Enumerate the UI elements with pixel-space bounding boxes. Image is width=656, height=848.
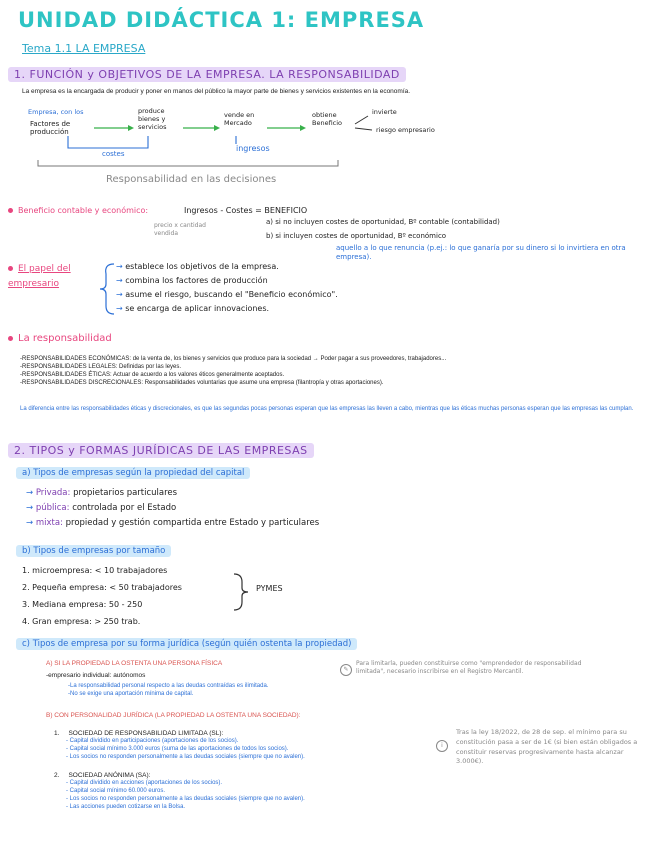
diagram-top-label: Empresa, con los [28,108,84,116]
persona-fisica-line: -No se exige una aportación mínima de capital. [68,691,194,698]
pymes-label: PYMES [256,584,283,593]
pencil-icon: ✎ [340,664,352,676]
sociedad-sl-title: SOCIEDAD DE RESPONSABILIDAD LIMITADA (SL): [68,730,224,737]
ley-note: Tras la ley 18/2022, de 28 de sep. el mínimo para su constitución pasa a ser de 1€ (si bien están obligados a constituir reservas progresivamente hasta alcanzar 3.000€). [456,728,638,766]
papel-item: → se encarga de aplicar innovaciones. [116,304,270,313]
sociedad-sl-line: - Capital dividido en participaciones (aportaciones de los socios). [66,738,239,744]
diagram-node-mercado: vende en Mercado [224,111,255,127]
beneficio-line-a: a) si no incluyen costes de oportunidad, Bº contable (contabilidad) [266,218,500,226]
beneficio-label: Beneficio contable y económico: [8,206,148,215]
responsabilidad-line: -RESPONSABILIDADES ÉTICAS: Actuar de acuerdo a los valores éticos generalmente aceptados. [20,372,285,379]
section1-intro: La empresa es la encargada de producir y poner en manos del público la mayor parte de bienes y servicios existentes en la economía. [22,88,411,95]
diagram-node-factores: Factores de producción [30,120,71,137]
tipo-tamano-item: 1. microempresa: < 10 trabajadores [22,566,168,575]
papel-item: → combina los factores de producción [116,276,268,285]
info-icon: i [436,740,448,752]
diagram-ingresos: ingresos [236,144,270,153]
responsabilidad-line: -RESPONSABILIDADES LEGALES: Definidas por las leyes. [20,364,182,371]
responsabilidad-line: -RESPONSABILIDADES DISCRECIONALES: Responsabilidades voluntarias que asume una empresa (filantropía y otras aportaciones). [20,380,384,387]
papel-list [116,260,338,316]
papel-label: El papel del empresario [8,264,71,290]
tipos-tamano-list [22,562,182,630]
sociedad-sl [54,730,414,761]
diagram-branch-invierte: invierte [372,108,397,116]
beneficio-block [8,204,653,264]
sociedad-sa [54,772,414,811]
sociedad-sa-line: - Los socios no responden personalmente a las deudas sociales (siempre que no avalen). [66,796,305,803]
papel-item: → asume el riesgo, buscando el "Beneficio económico". [116,290,338,299]
personalidad-juridica-title: B) CON PERSONALIDAD JURÍDICA (LA PROPIEDAD LA OSTENTA UNA SOCIEDAD): [46,712,301,719]
section2-heading [8,444,314,457]
diagram-node-beneficio: obtiene Beneficio [312,111,343,127]
persona-fisica-sub: -empresario individual: autónomos [46,672,146,679]
tipos-propiedad-list [26,486,319,531]
responsabilidad-note: La diferencia entre las responsabilidades éticas y discrecionales, es que las segundas pocas personas esperan que las empresas las lleven a cabo, mientras que las éticas muchas personas esperan que las empresas las cumplan. [20,406,634,412]
diagram-bracket-label: Responsabilidad en las decisiones [106,174,277,185]
sociedad-sl-line: - Los socios no responden personalmente a las deudas sociales (siempre que no avalen). [66,754,305,761]
tipos-forma-juridica-label: c) Tipos de empresa por su forma jurídica (según quién ostenta la propiedad) [16,639,357,649]
beneficio-formula: Ingresos - Costes = BENEFICIO [184,206,308,215]
tipo-propiedad-item: → pública: controlada por el Estado [26,503,177,513]
sociedad-sl-num: 1. [54,730,60,737]
tipo-propiedad-item: → Privada: propietarios particulares [26,488,178,498]
pymes-brace [232,572,252,612]
responsabilidad-list [20,355,645,387]
tipo-propiedad-item: → mixta: propiedad y gestión compartida entre Estado y particulares [26,518,320,528]
beneficio-line-c: aquello a lo que renuncia (p.ej.: lo que ganaría por su dinero si lo invirtiera en otra empresa). [336,244,626,261]
responsabilidad-line: -RESPONSABILIDADES ECONÓMICAS: de la venta de, los bienes y servicios que produce para la sociedad → Poder pagar a sus proveedores, trabajadores... [20,356,447,362]
diagram-branch-riesgo: riesgo empresario [376,126,435,134]
diagram-costes: costes [102,150,125,158]
diagram-node-bienes: produce bienes y servicios [138,107,167,131]
sociedad-sa-title: SOCIEDAD ANÓNIMA (SA): [68,772,151,779]
beneficio-note-left: precio x cantidad vendida [154,222,206,237]
sociedad-sa-line: - Capital dividido en acciones (aportaciones de los socios). [66,780,223,786]
sociedad-sl-line: - Capital social mínimo 3.000 euros (suma de las aportaciones de todos los socios). [66,746,289,753]
section1-heading-text: 1. FUNCIÓN y OBJETIVOS DE LA EMPRESA. LA RESPONSABILIDAD [8,67,406,82]
tipo-tamano-item: 4. Gran empresa: > 250 trab. [22,617,141,626]
page-title: UNIDAD DIDÁCTICA 1: EMPRESA [18,8,425,32]
beneficio-line-b: b) si incluyen costes de oportunidad, Bº económico [266,232,447,240]
section2-heading-text: 2. TIPOS y FORMAS JURÍDICAS DE LAS EMPRESAS [8,443,314,458]
section1-heading [8,68,406,81]
responsabilidad-label: La responsabilidad [8,333,112,344]
tipos-tamano-label: b) Tipos de empresas por tamaño [16,546,171,556]
sociedad-sa-line: - Capital social mínimo 60.000 euros. [66,788,166,795]
persona-fisica-title: A) SI LA PROPIEDAD LA OSTENTA UNA PERSONA FÍSICA [46,660,223,667]
production-diagram [0,104,656,194]
persona-fisica-note: Para limitarla, pueden constituirse como "emprendedor de responsabilidad limitada", necesario inscribirse en el Registro Mercantil. [356,660,582,676]
tipos-propiedad-label: a) Tipos de empresas según la propiedad del capital [16,468,250,478]
papel-item: → establece los objetivos de la empresa. [116,262,279,271]
tipo-tamano-item: 3. Mediana empresa: 50 - 250 [22,600,143,609]
sociedad-sa-line: - Las acciones pueden cotizarse en la Bolsa. [66,804,186,811]
papel-empresario-block [8,260,528,320]
page-subtitle: Tema 1.1 LA EMPRESA [22,42,146,55]
sociedad-sa-num: 2. [54,772,60,779]
persona-fisica-line: -La responsabilidad personal respecto a las deudas contraídas es ilimitada. [68,683,269,689]
persona-fisica-lines [68,682,368,698]
tipo-tamano-item: 2. Pequeña empresa: < 50 trabajadores [22,583,182,592]
